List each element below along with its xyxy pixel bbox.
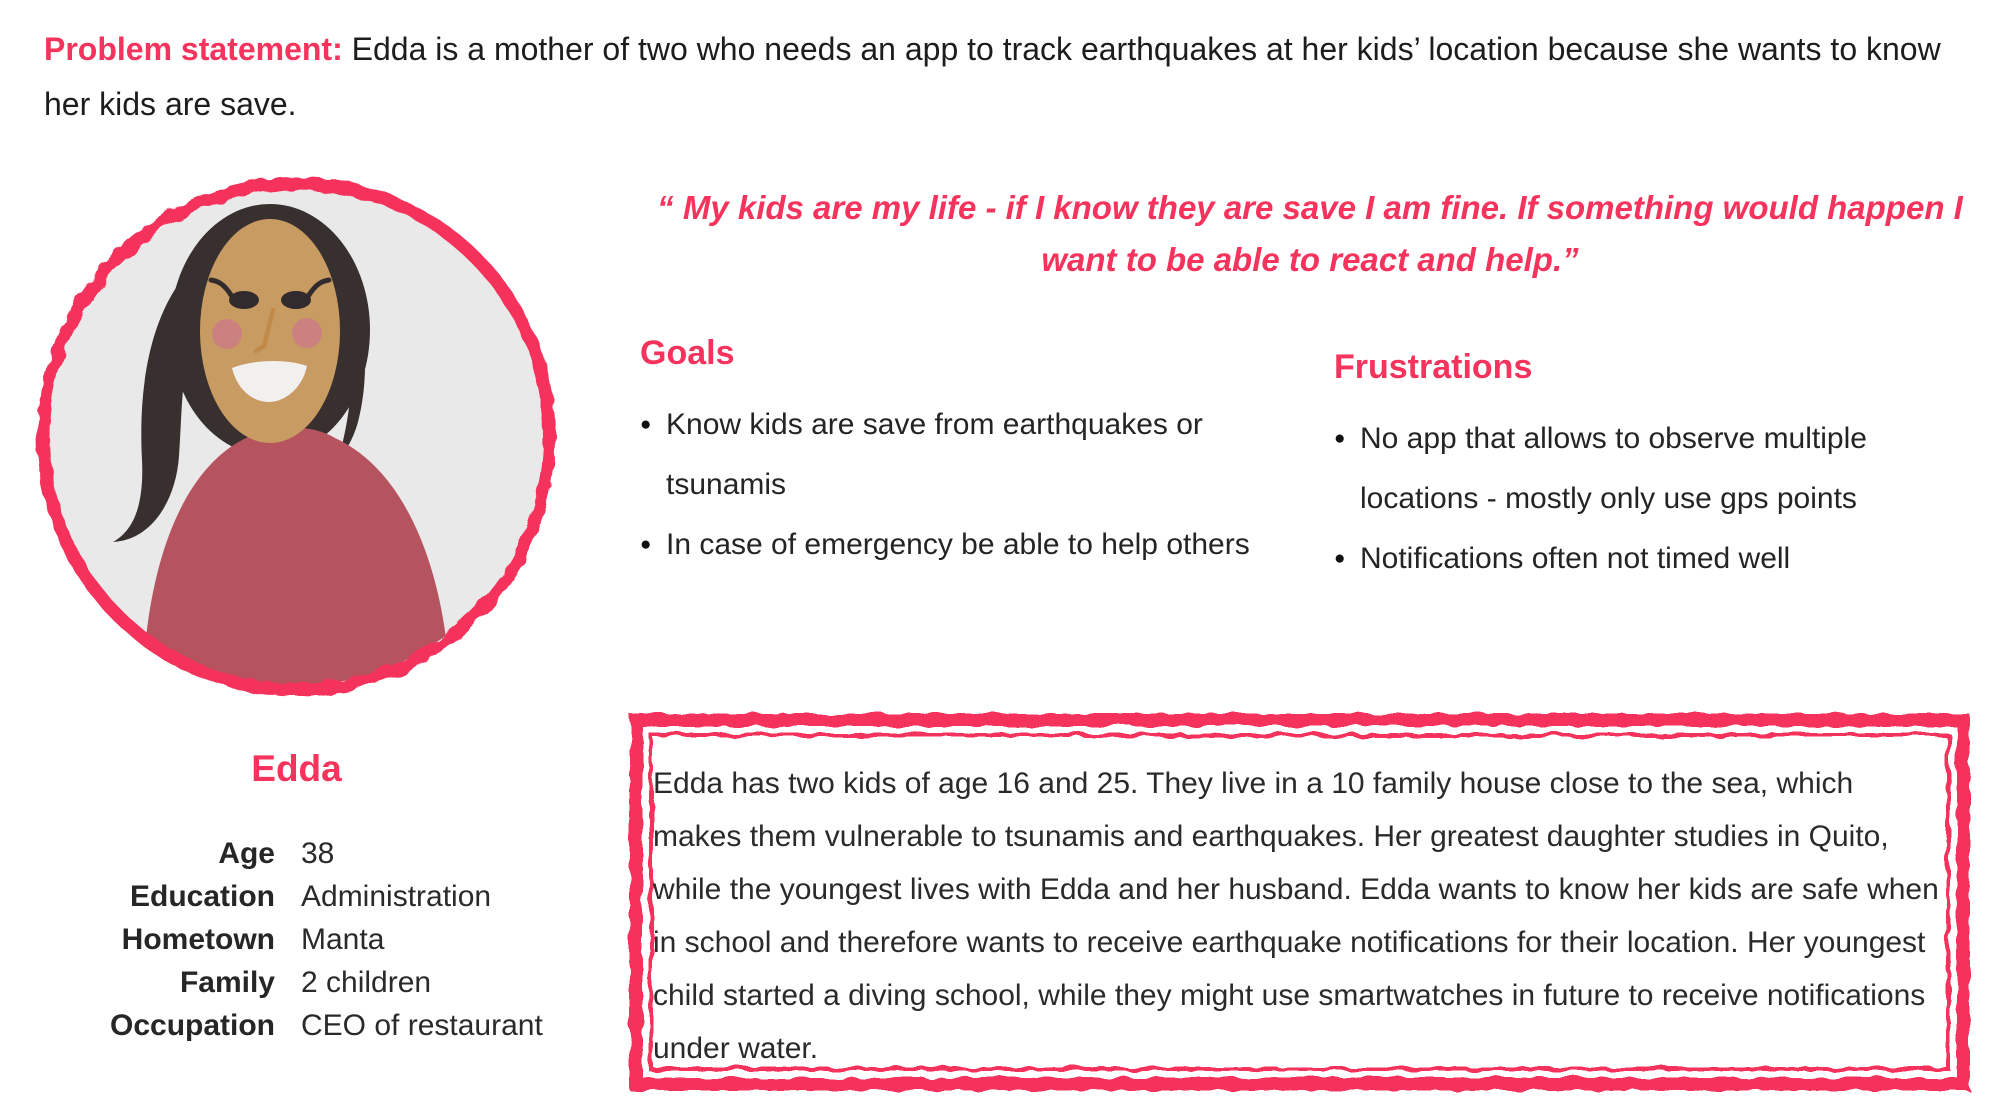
detail-value: 38 (301, 837, 335, 870)
frustration-item-text: No app that allows to observe multiple locations - mostly only use gps points (1360, 422, 1867, 515)
goals-heading: Goals (640, 334, 735, 372)
persona-details (40, 832, 580, 1047)
detail-label: Age (218, 837, 275, 870)
avatar-left-cheek (212, 319, 242, 349)
detail-row-family (40, 961, 580, 1004)
persona-quote: “ My kids are my life - if I know they are save I am fine. If something would happen I want to be able to react and help.” (657, 189, 1963, 278)
goals-list (640, 395, 1300, 575)
detail-label: Occupation (109, 1009, 275, 1042)
detail-value: 2 children (301, 966, 432, 999)
detail-label: Family (179, 966, 275, 999)
bullet-icon: ● (1334, 548, 1346, 569)
persona-avatar (30, 170, 563, 703)
bullet-icon: ● (640, 534, 652, 555)
goal-item-text: Know kids are save from earthquakes or tsunamis (666, 408, 1203, 501)
detail-value: Administration (301, 880, 492, 913)
detail-row-education (40, 875, 580, 918)
avatar-right-eye (281, 291, 311, 309)
bullet-icon: ● (640, 414, 652, 435)
bio-text: Edda has two kids of age 16 and 25. They live in a 10 family house close to the sea, which makes them vulnerable to tsunamis and earthquakes. Her greatest daughter studies in Quito, while the youngest lives with Edda and her husband. Edda wants to know her kids are safe when in school and therefore wants to receive earthquake notifications for their location. Her youngest child started a diving school, while they might use smartwatches in future to receive notifications under water. (653, 767, 1939, 1065)
bio-box (627, 711, 1972, 1093)
frustration-item (1334, 529, 1934, 589)
frustrations-section (1334, 348, 1934, 589)
frustrations-list (1334, 409, 1934, 589)
avatar-right-cheek (292, 318, 322, 348)
detail-row-occupation (40, 1004, 580, 1047)
frustration-item (1334, 409, 1934, 529)
problem-statement-label: Problem statement: (44, 31, 343, 67)
avatar-left-eye (229, 291, 259, 309)
goal-item (640, 395, 1300, 515)
detail-value: Manta (301, 923, 385, 956)
detail-row-hometown (40, 918, 580, 961)
detail-row-age (40, 832, 580, 875)
goal-item-text: In case of emergency be able to help others (666, 528, 1250, 561)
goal-item (640, 515, 1300, 575)
frustrations-heading: Frustrations (1334, 348, 1533, 386)
problem-statement (44, 22, 1992, 132)
goals-section (640, 334, 1300, 575)
problem-statement-text: Edda is a mother of two who needs an app to track earthquakes at her kids’ location because she wants to know her kids are save. (44, 31, 1941, 122)
frustration-item-text: Notifications often not timed well (1360, 542, 1791, 575)
persona-name: Edda (251, 748, 342, 789)
detail-label: Hometown (121, 923, 275, 956)
bullet-icon: ● (1334, 428, 1346, 449)
detail-label: Education (129, 880, 275, 913)
avatar-illustration (30, 170, 563, 703)
detail-value: CEO of restaurant (301, 1009, 543, 1042)
